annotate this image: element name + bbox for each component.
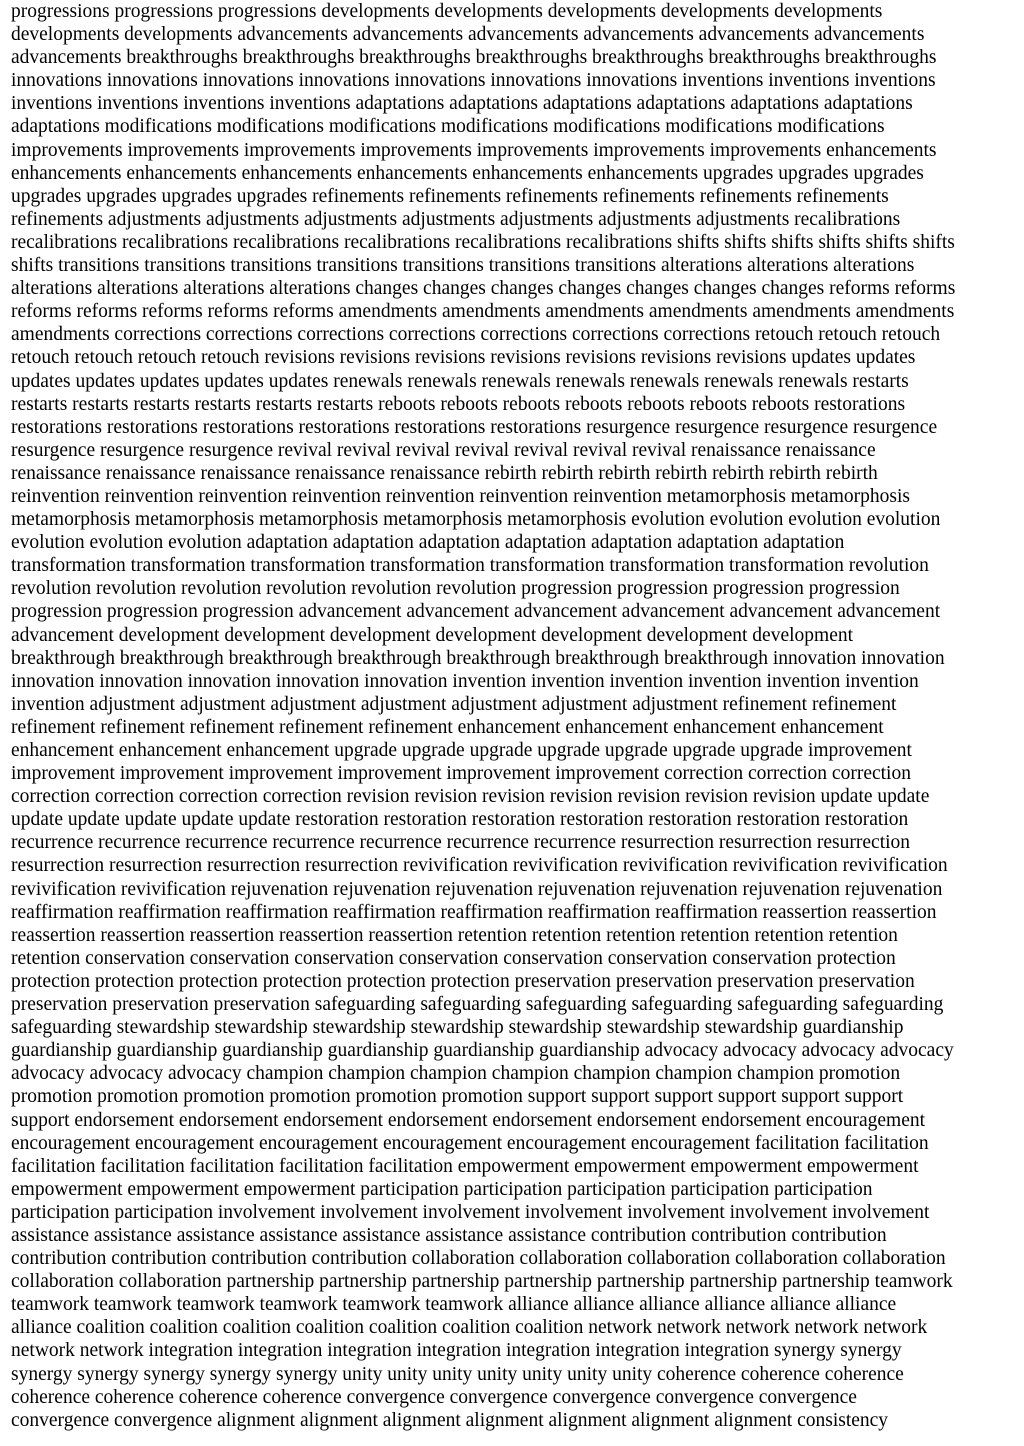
text-line: progression progression progression advancement advancement advancement advancement advancement advancement [11, 601, 941, 623]
text-line: restorations restorations restorations restorations restorations restorations resurgence resurgence resurgence resurgence [11, 416, 938, 438]
text-line: guardianship guardianship guardianship guardianship guardianship guardianship advocacy advocacy advocacy advocacy [11, 1040, 954, 1062]
text-line: alliance coalition coalition coalition coalition coalition coalition coalition network network network network network [11, 1317, 928, 1339]
text-line: coherence coherence coherence coherence convergence convergence convergence convergence convergence [11, 1386, 857, 1408]
text-line: convergence convergence alignment alignment alignment alignment alignment alignment alignment consistency [11, 1409, 889, 1431]
text-line: encouragement encouragement encouragement encouragement encouragement encouragement facilitation facilitation [11, 1132, 929, 1154]
text-line: resurrection resurrection resurrection resurrection revivification revivification revivification revivification revivification [11, 855, 948, 877]
text-line: support endorsement endorsement endorsement endorsement endorsement endorsement endorsement encouragement [11, 1109, 926, 1131]
text-line: network network integration integration integration integration integration integration integration synergy synergy [11, 1340, 902, 1362]
text-line: safeguarding stewardship stewardship stewardship stewardship stewardship stewardship stewardship guardianship [11, 1017, 904, 1039]
text-line: refinement refinement refinement refinement refinement enhancement enhancement enhancement enhancement [11, 716, 884, 738]
text-line: updates updates updates updates updates renewals renewals renewals renewals renewals renewals renewals restarts [11, 370, 909, 392]
text-line: amendments corrections corrections corrections corrections corrections corrections corrections retouch retouch retouch [11, 324, 941, 346]
text-line: synergy synergy synergy synergy synergy unity unity unity unity unity unity unity coherence coherence coherence [11, 1363, 904, 1385]
text-line: resurgence resurgence resurgence revival revival revival revival revival revival revival renaissance renaissance [11, 439, 876, 461]
text-line: refinements adjustments adjustments adjustments adjustments adjustments adjustments adjustments recalibrations [11, 208, 901, 230]
text-line: improvement improvement improvement improvement improvement improvement correction correction correction [11, 763, 911, 785]
text-line: transformation transformation transformation transformation transformation transformation transformation revolution [11, 555, 929, 577]
text-line: recalibrations recalibrations recalibrations recalibrations recalibrations recalibrations shifts shifts shifts shifts shifts shifts [11, 231, 955, 253]
text-line: enhancements enhancements enhancements enhancements enhancements enhancements upgrades upgrades upgrades [11, 162, 924, 184]
text-line: recurrence recurrence recurrence recurrence recurrence recurrence recurrence resurrection resurrection resurrection [11, 832, 911, 854]
text-line: facilitation facilitation facilitation facilitation facilitation empowerment empowerment empowerment empowerment [11, 1155, 919, 1177]
text-line: progressions progressions progressions developments developments developments developments developments [11, 1, 883, 22]
text-line: upgrades upgrades upgrades upgrades refinements refinements refinements refinements refinements refinements [11, 185, 889, 207]
text-line: teamwork teamwork teamwork teamwork teamwork teamwork alliance alliance alliance alliance alliance alliance [11, 1294, 897, 1316]
text-line: inventions inventions inventions inventions adaptations adaptations adaptations adaptations adaptations adaptations [11, 93, 913, 115]
text-line: correction correction correction correction revision revision revision revision revision revision revision update update [11, 786, 930, 808]
text-line: reinvention reinvention reinvention reinvention reinvention reinvention reinvention metamorphosis metamorphosis [11, 485, 910, 507]
text-line: advancements breakthroughs breakthroughs breakthroughs breakthroughs breakthroughs breakthroughs breakthroughs [11, 47, 937, 69]
text-line: invention adjustment adjustment adjustment adjustment adjustment adjustment adjustment refinement refinement [11, 693, 897, 715]
text-line: collaboration collaboration partnership partnership partnership partnership partnership partnership partnership teamwork [11, 1271, 953, 1293]
text-line: evolution evolution evolution adaptation adaptation adaptation adaptation adaptation adaptation adaptation [11, 532, 845, 554]
text-line: empowerment empowerment empowerment participation participation participation participation participation [11, 1178, 873, 1200]
text-line: breakthrough breakthrough breakthrough breakthrough breakthrough breakthrough breakthrough innovation innovation [11, 647, 945, 669]
text-line: participation participation involvement involvement involvement involvement involvement involvement involvement [11, 1201, 930, 1223]
text-line: retention conservation conservation conservation conservation conservation conservation conservation protection [11, 947, 896, 969]
text-line: reaffirmation reaffirmation reaffirmation reaffirmation reaffirmation reaffirmation reaffirmation reassertion reassertion [11, 901, 937, 923]
text-line: revolution revolution revolution revolution revolution revolution progression progression progression progression [11, 578, 900, 600]
text-line: improvements improvements improvements improvements improvements improvements improvements enhancements [11, 139, 937, 161]
text-line: update update update update update restoration restoration restoration restoration restoration restoration restoration [11, 809, 909, 831]
text-line: alterations alterations alterations alterations changes changes changes changes changes changes changes reforms reforms [11, 278, 956, 300]
text-line: metamorphosis metamorphosis metamorphosis metamorphosis metamorphosis evolution evolution evolution evolution [11, 509, 941, 531]
text-line: promotion promotion promotion promotion promotion promotion support support support support support support [11, 1086, 904, 1108]
text-line: developments developments advancements advancements advancements advancements advancements advancements [11, 24, 925, 46]
text-line: innovations innovations innovations innovations innovations innovations innovations inventions inventions inventions [11, 70, 936, 92]
text-line: reassertion reassertion reassertion reassertion reassertion retention retention retention retention retention retention [11, 924, 898, 946]
text-line: enhancement enhancement enhancement upgrade upgrade upgrade upgrade upgrade upgrade upgrade improvement [11, 740, 912, 761]
text-line: revivification revivification rejuvenation rejuvenation rejuvenation rejuvenation rejuvenation rejuvenation rejuvenation [11, 878, 943, 900]
text-line: renaissance renaissance renaissance renaissance renaissance rebirth rebirth rebirth rebirth rebirth rebirth rebirth [11, 462, 878, 484]
text-line: retouch retouch retouch retouch revisions revisions revisions revisions revisions revisions revisions updates updates [11, 347, 916, 369]
text-line: advancement development development development development development development development [11, 624, 854, 646]
text-line: adaptations modifications modifications modifications modifications modifications modifications modifications [11, 116, 885, 138]
text-line: shifts transitions transitions transitions transitions transitions transitions transitions alterations alterations alterations [11, 255, 915, 277]
text-line: contribution contribution contribution contribution collaboration collaboration collaboration collaboration collaboration [11, 1248, 946, 1270]
text-line: restarts restarts restarts restarts restarts restarts reboots reboots reboots reboots reboots reboots reboots restorations [11, 393, 906, 415]
text-line: preservation preservation preservation safeguarding safeguarding safeguarding safeguarding safeguarding safeguarding [11, 994, 944, 1016]
text-line: protection protection protection protection protection protection preservation preservation preservation preservation [11, 970, 915, 992]
text-line: advocacy advocacy advocacy champion champion champion champion champion champion champion promotion [11, 1063, 901, 1085]
text-line: assistance assistance assistance assistance assistance assistance assistance contribution contribution contribution [11, 1224, 887, 1246]
text-line: reforms reforms reforms reforms reforms amendments amendments amendments amendments amendments amendments [11, 301, 955, 323]
text-line: innovation innovation innovation innovation innovation invention invention invention invention invention invention [11, 670, 919, 692]
